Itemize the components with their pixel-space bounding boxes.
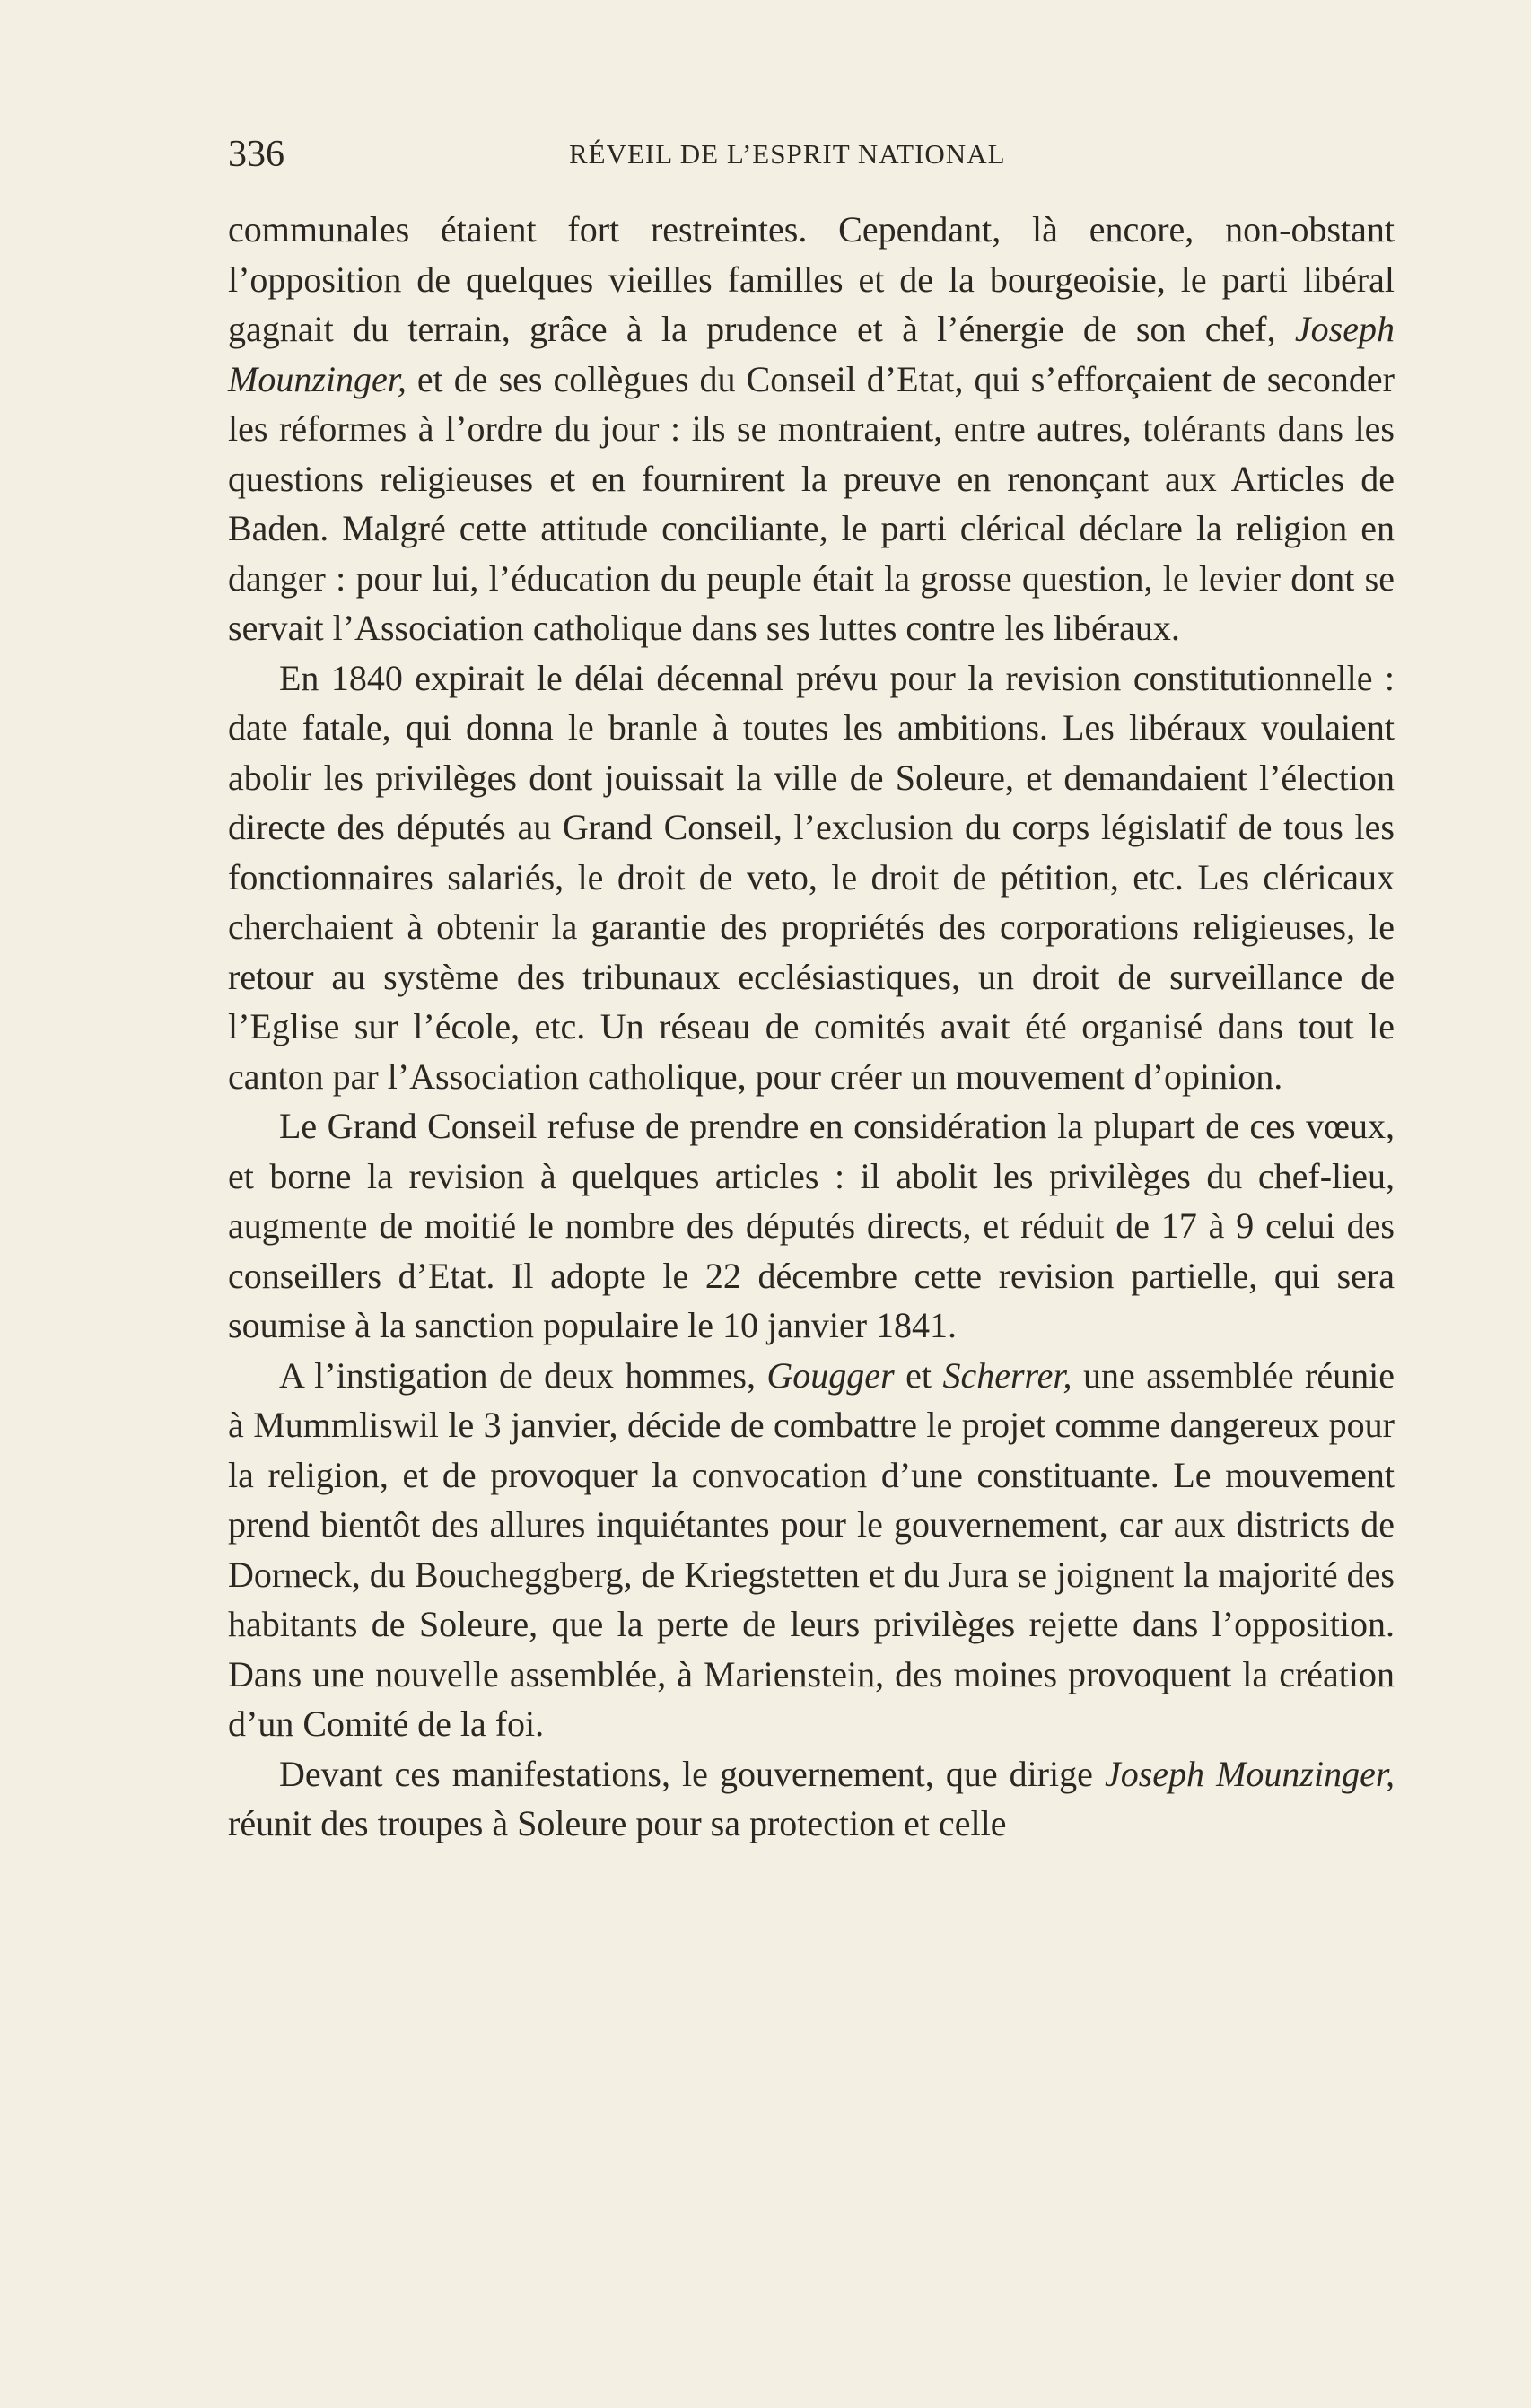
page-number: 336 [228, 134, 284, 175]
text-run: Devant ces manifestations, le gouvernement, que dirige [279, 1753, 1105, 1794]
paragraph-3: Le Grand Conseil refuse de prendre en considération la plupart de ces vœux, et borne la revision à quelques articles : il abolit les privilèges du chef-lieu, augmente de moitié le nombre des députés directs, et réduit de 17 à 9 celui des conseillers d’Etat. Il adopte le 22 décembre cette revision partielle, qui sera soumise à la sanction populaire le 10 janvier 1841. [228, 1106, 1395, 1345]
person-name: Gougger [766, 1354, 895, 1396]
person-name: Joseph Mounzinger, [1104, 1753, 1395, 1794]
person-name: Joseph Mounzinger, [228, 309, 1395, 399]
paragraph-5 [228, 1749, 1395, 1849]
text-run: et [894, 1354, 943, 1396]
text-run: réunit des troupes à Soleure pour sa protection et celle [228, 1803, 1007, 1843]
text-run: communales étaient fort restreintes. Cependant, là encore, non-obstant l’opposition de quelques vieilles familles et de la bourgeoisie, le parti libéral gagnait du terrain, grâce à la prudence et à l’énergie de son chef, [228, 209, 1395, 349]
paragraph-4 [228, 1351, 1395, 1749]
body-text [228, 205, 1395, 1849]
text-run: une assemblée réunie à Mummliswil le 3 janvier, décide de combattre le projet comme dangereux pour la religion, et de provoquer la convocation d’une constituante. Le mouvement prend bientôt des allures inquiétantes pour le gouvernement, car aux districts de Dorneck, du Boucheggberg, de Kriegstetten et du Jura se joignent la majorité des habitants de Soleure, que la perte de leurs privilèges rejette dans l’opposition. Dans une nouvelle assemblée, à Marienstein, des moines provoquent la création d’un Comité de la foi. [228, 1354, 1395, 1744]
running-title: RÉVEIL DE L’ESPRIT NATIONAL [569, 138, 1006, 170]
paragraph-2: En 1840 expirait le délai décennal prévu pour la revision constitutionnelle : date fatale, qui donna le branle à toutes les ambitions. Les libéraux voulaient abolir les privilèges dont jouissait la ville de Soleure, et demandaient l’élection directe des députés au Grand Conseil, l’exclusion du corps législatif de tous les fonctionnaires salariés, le droit de veto, le droit de pétition, etc. Les cléricaux cherchaient à obtenir la garantie des propriétés des corporations religieuses, le retour au système des tribunaux ecclésiastiques, un droit de surveillance de l’Eglise sur l’école, etc. Un réseau de comités avait été organisé dans tout le canton par l’Association catholique, pour créer un mouvement d’opinion. [228, 657, 1395, 1097]
text-run: et de ses collègues du Conseil d’Etat, qui s’efforçaient de seconder les réformes à l’ordre du jour : ils se montraient, entre autres, tolérants dans les questions religieuses et en fournirent la preuve en renonçant aux Articles de Baden. Malgré cette attitude conciliante, le parti clérical déclare la religion en danger : pour lui, l’éducation du peuple était la grosse question, le levier dont se servait l’Association catholique dans ses luttes contre les libéraux. [228, 358, 1395, 648]
paragraph-1 [228, 205, 1395, 653]
person-name: Scherrer, [942, 1354, 1072, 1396]
page-header [228, 126, 1395, 180]
text-run: A l’instigation de deux hommes, [279, 1354, 767, 1396]
book-page [228, 126, 1395, 1849]
